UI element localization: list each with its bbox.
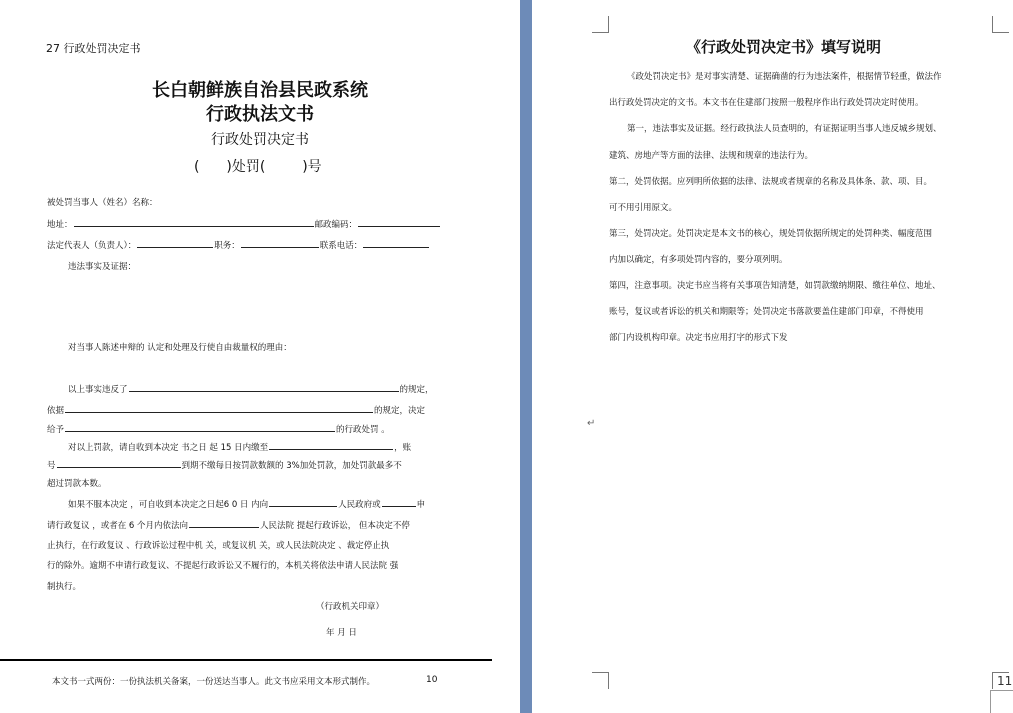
- penalty-suffix: 的行政处罚 。: [336, 425, 390, 435]
- basis-label: 依据: [47, 406, 65, 416]
- paragraph-mark: ↵: [587, 418, 596, 429]
- date-label: 年 月 日: [326, 628, 357, 638]
- instructions-line-3: 第一，违法事实及证据。经行政执法人员查明的，有证据证明当事人违反城乡规划、: [627, 124, 942, 134]
- account-label: 号: [47, 461, 56, 471]
- phone-label: 联系电话：: [319, 241, 363, 251]
- appeal-text-4: 行的除外。逾期不申请行政复议、不提起行政诉讼又不履行的，本机关将依法申请人民法院 强: [47, 561, 399, 571]
- facts-label: 违法事实及证据：: [68, 262, 137, 272]
- doc-number-mid: )处罚(: [226, 159, 266, 175]
- right-page: [532, 0, 1013, 713]
- appeal-row: [68, 497, 425, 510]
- crop-mark-tr: [992, 16, 1009, 33]
- doc-number-open: (: [194, 159, 200, 175]
- appeal-text-5: 制执行。: [47, 582, 82, 592]
- instructions-line-8: 内加以确定，有多项处罚内容的，要分项列明。: [609, 255, 788, 265]
- violation-field[interactable]: [129, 382, 399, 392]
- penalty-field[interactable]: [65, 422, 335, 432]
- lawsuit-row: [47, 518, 410, 531]
- legal-rep-label: 法定代表人（负责人）：: [47, 241, 137, 251]
- penalty-row: [47, 422, 390, 435]
- instructions-line-11: 部门内设机构印章。决定书应用打字的形式下发: [609, 333, 788, 343]
- page-gutter: [520, 0, 532, 713]
- basis-field[interactable]: [65, 403, 373, 413]
- legal-rep-row: [47, 238, 430, 251]
- postcode-field[interactable]: [358, 217, 440, 227]
- appeal-text: 如果不服本决定 ，可自收到本决定之日起6 0 日 内向: [68, 500, 269, 510]
- postcode-label: 邮政编码：: [314, 220, 358, 230]
- appeal-suffix: 申: [416, 500, 426, 510]
- lawsuit-suffix: 人民法院 提起行政诉讼， 但本决定不停: [260, 521, 410, 531]
- instructions-line-2: 出行政处罚决定的文书。本文书在住建部门按照一般程序作出行政处罚决定时使用。: [609, 98, 924, 108]
- account-suffix: 到期不缴每日按罚款数额的 3%加处罚款，加处罚款最多不: [181, 461, 402, 471]
- fine-suffix: ，账: [394, 443, 412, 453]
- footer-divider: [0, 659, 492, 661]
- instructions-line-1: 《政处罚决定书》是对事实清楚、证据确凿的行为违法案件，根据情节轻重，做法作: [627, 72, 942, 82]
- doc-number-close: )号: [302, 159, 322, 175]
- footer-note: 本文书一式两份：一份执法机关备案，一份送达当事人。此文书应采用文本形式制作。: [52, 677, 376, 687]
- position-field[interactable]: [241, 238, 319, 248]
- address-row: [47, 217, 441, 230]
- phone-field[interactable]: [363, 238, 429, 248]
- title-line1: 长白朝鲜族自治县民政系统: [152, 80, 368, 101]
- basis-suffix: 的规定，决定: [374, 406, 426, 416]
- instructions-line-9: 第四，注意事项。决定书应当将有关事项告知清楚，如罚款缴纳期限、缴往单位、地址、: [609, 281, 941, 291]
- court-field[interactable]: [189, 518, 259, 528]
- instructions-heading: 《行政处罚决定书》填写说明: [686, 38, 882, 56]
- page-number-right: 11: [997, 674, 1013, 688]
- page-header: 27 行政处罚决定书: [46, 42, 141, 55]
- page-number-box: [990, 690, 1013, 713]
- legal-rep-field[interactable]: [137, 238, 213, 248]
- defense-label: 对当事人陈述申辩的 认定和处理及行使自由裁量权的理由：: [68, 343, 292, 353]
- instructions-line-6: 可不用引用原文。: [609, 203, 678, 213]
- fine-label: 对以上罚款，请自收到本决定 书之日 起 15 日内缴至: [68, 443, 269, 453]
- position-label: 职务：: [214, 241, 240, 251]
- title-line2: 行政执法文书: [206, 104, 314, 125]
- appeal-gov-field[interactable]: [269, 497, 337, 507]
- penalty-label: 给予: [47, 425, 65, 435]
- address-label: 地址：: [47, 220, 73, 230]
- violation-suffix: 的规定，: [399, 385, 434, 395]
- page-number-left: 10: [426, 675, 438, 685]
- doc-number: [194, 156, 322, 176]
- crop-mark-tl: [592, 16, 609, 33]
- account-field[interactable]: [57, 458, 181, 468]
- crop-mark-bl: [592, 672, 609, 689]
- appeal-org-field[interactable]: [382, 497, 416, 507]
- appeal-gov-label: 人民政府或: [338, 500, 381, 510]
- instructions-line-10: 账号，复议或者诉讼的机关和期限等；处罚决定书落款要盖住建部门印章，不得使用: [609, 307, 924, 317]
- account-row: [47, 458, 402, 471]
- instructions-line-4: 建筑、房地产等方面的法律、法规和规章的违法行为。: [609, 151, 814, 161]
- address-field[interactable]: [74, 217, 314, 227]
- appeal-text-3: 止执行，在行政复议 、行政诉讼过程中机 关，或复议机 关，或人民法院决定 、裁定停止执: [47, 541, 390, 551]
- fine-limit-text: 超过罚款本数。: [47, 479, 107, 489]
- basis-row: [47, 403, 425, 416]
- instructions-line-5: 第二，处罚依据。应列明所依据的法律、法规或者规章的名称及具体条、款、项、目。: [609, 177, 933, 187]
- instructions-line-7: 第三，处罚决定。处罚决定是本文书的核心，规处罚依据所规定的处罚种类、幅度范围: [609, 229, 933, 239]
- violation-row: [68, 382, 434, 395]
- fine-field[interactable]: [269, 440, 393, 450]
- fine-row: [68, 440, 411, 453]
- lawsuit-text: 请行政复议 ，或者在 6 个月内依法向: [47, 521, 189, 531]
- seal-label: （行政机关印章）: [316, 602, 385, 612]
- party-name-label: 被处罚当事人（姓名）名称：: [47, 198, 158, 208]
- violation-label: 以上事实违反了: [68, 385, 128, 395]
- title-line3: 行政处罚决定书: [211, 132, 309, 148]
